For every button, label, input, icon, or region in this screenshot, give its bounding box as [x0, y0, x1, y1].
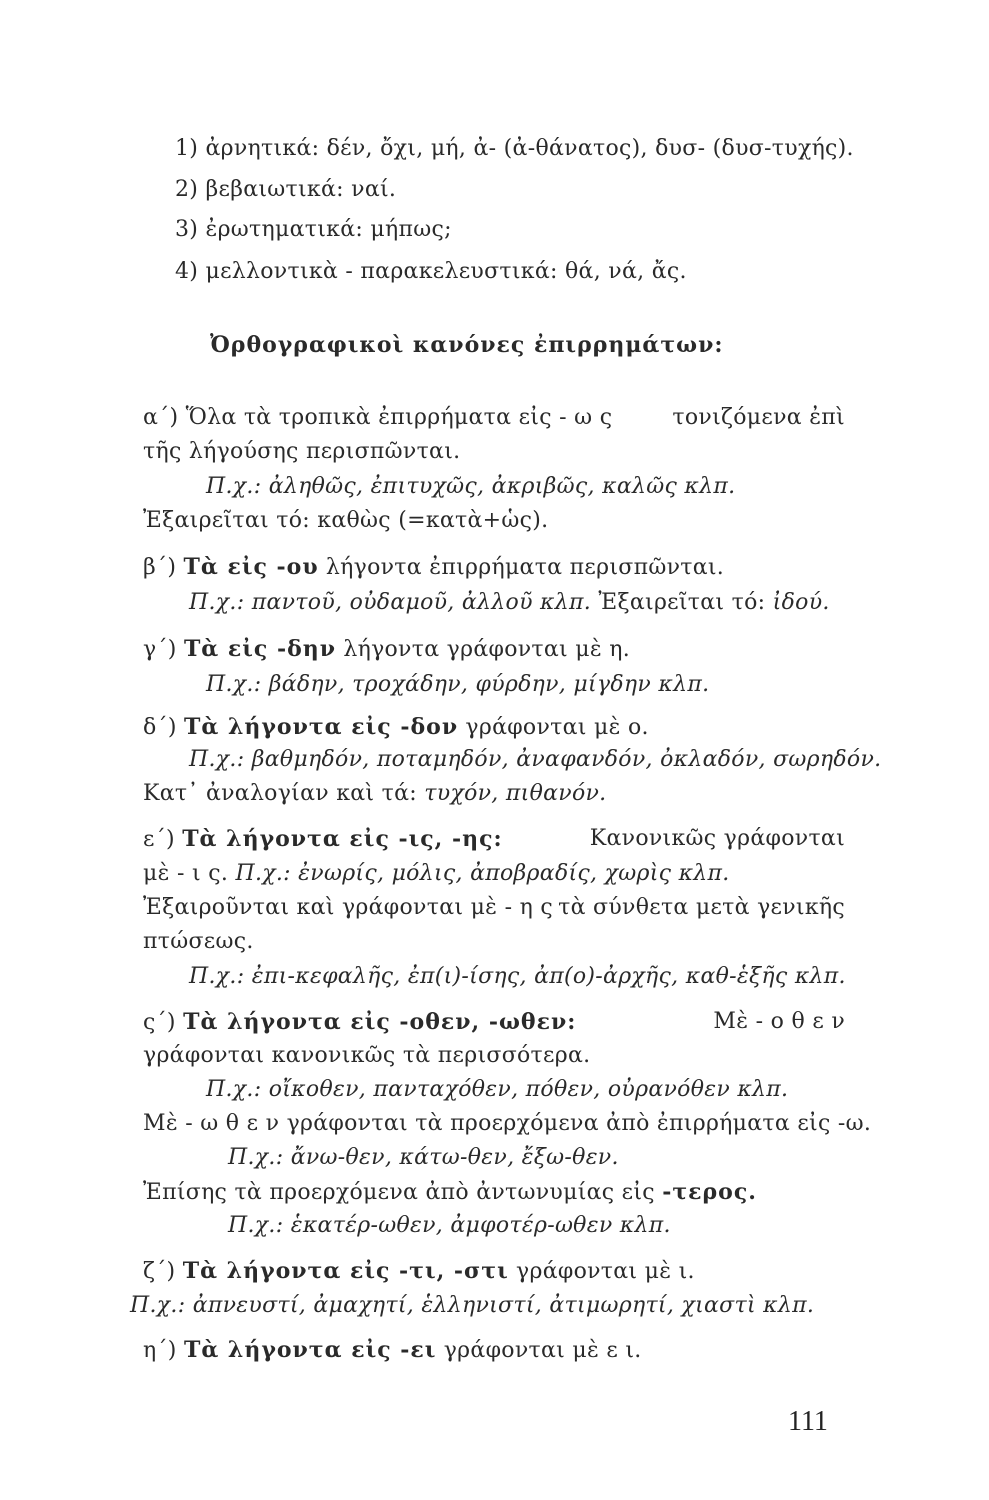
rule-f-line6: Ἐπίσης τὰ προερχόμενα ἀπὸ ἀντωνυμίας εἰς -τερος.	[143, 1179, 757, 1205]
rule-text: Μὲ - ο θ ε ν	[713, 1009, 845, 1034]
rule-lead: Τὰ εἰς -δην	[183, 636, 337, 662]
rule-marker: η΄)	[143, 1338, 177, 1363]
rule-lead: Τὰ λήγοντα εἰς -δον	[184, 714, 459, 740]
rule-e-line4: πτώσεως.	[143, 929, 254, 954]
rule-text: γράφονται μὲ ε ι.	[443, 1338, 642, 1363]
rule-b-line1	[143, 553, 724, 582]
rule-lead: Τὰ λήγοντα εἰς -ει	[183, 1337, 437, 1363]
rule-a-line1	[143, 404, 845, 432]
rule-g-examples: Π.χ.: ἀπνευστί, ἀμαχητί, ἑλληνιστί, ἀτιμωρητί, χιαστὶ κλπ.	[130, 1293, 815, 1318]
rule-text: Κανονικῶς γράφονται	[589, 826, 845, 851]
rule-b-exception: Ἐξαιρεῖται τό:	[598, 590, 766, 615]
rule-f-line2: γράφονται κανονικῶς τὰ περισσότερα.	[143, 1043, 591, 1068]
rule-a-examples: Π.χ.: ἀληθῶς, ἐπιτυχῶς, ἀκριβῶς, καλῶς κλπ.	[206, 474, 736, 499]
rule-f-examples-2: Π.χ.: ἄνω-θεν, κάτω-θεν, ἔξω-θεν.	[228, 1145, 619, 1170]
rule-lead: Τὰ εἰς -ου	[183, 554, 319, 580]
rule-b-exception-word: ἰδού.	[772, 590, 830, 615]
rule-f-line1	[143, 1008, 845, 1037]
section-heading: Ὀρθογραφικοὶ κανόνες ἐπιρρημάτων:	[210, 332, 724, 358]
list-item: 4) μελλοντικὰ - παρακελευστικά: θά, νά, ἄς.	[175, 259, 687, 284]
rule-a-exception: Ἐξαιρεῖται τό: καθὼς (=κατὰ+ὡς).	[143, 508, 549, 533]
rule-text: λήγοντα ἐπιρρήματα περισπῶνται.	[325, 555, 725, 580]
rule-d-examples: Π.χ.: βαθμηδόν, ποταμηδόν, ἀναφανδόν, ὀκλαδόν, σωρηδόν.	[189, 747, 882, 772]
rule-marker: β΄)	[143, 555, 177, 580]
rule-text: γράφονται μὲ ο.	[465, 715, 649, 740]
rule-marker: ς΄)	[143, 1010, 176, 1035]
rule-e-line2: μὲ - ι ς. Π.χ.: ἐνωρίς, μόλις, ἀποβραδίς, χωρὶς κλπ.	[143, 861, 730, 886]
rule-b-examples: Π.χ.: παντοῦ, οὐδαμοῦ, ἀλλοῦ κλπ.	[189, 590, 592, 615]
rule-marker: α΄)	[143, 405, 179, 430]
rule-f-examples-3: Π.χ.: ἑκατέρ-ωθεν, ἀμφοτέρ-ωθεν κλπ.	[228, 1213, 671, 1238]
rule-g-line1	[143, 1257, 695, 1286]
rule-marker: γ΄)	[143, 637, 177, 662]
rule-c-examples: Π.χ.: βάδην, τροχάδην, φύρδην, μίγδην κλπ.	[206, 672, 710, 697]
page-number: 111	[788, 1406, 828, 1437]
rule-f-line4: Μὲ - ω θ ε ν γράφονται τὰ προερχόμενα ἀπὸ ἐπιρρήματα εἰς -ω.	[143, 1111, 872, 1136]
rule-d-analogy: Κατ᾿ ἀναλογίαν καὶ τά: τυχόν, πιθανόν.	[143, 781, 607, 806]
list-item: 3) ἐρωτηματικά: μήπως;	[175, 217, 452, 242]
rule-d-line1	[143, 713, 649, 742]
rule-text: Ὅλα τὰ τροπικὰ ἐπιρρήματα εἰς - ω ς	[185, 405, 613, 430]
rule-a-line2: τῆς λήγούσης περισπῶνται.	[143, 439, 461, 464]
rule-e-examples: Π.χ.: ἐνωρίς, μόλις, ἀποβραδίς, χωρὶς κλπ.	[235, 861, 730, 886]
rule-e-line1	[143, 825, 845, 854]
list-item: 1) ἀρνητικά: δέν, ὄχι, μή, ἀ- (ἀ-θάνατος), δυσ- (δυσ-τυχής).	[175, 136, 854, 161]
rule-e-line3: Ἐξαιροῦνται καὶ γράφονται μὲ - η ς τὰ σύνθετα μετὰ γενικῆς	[143, 895, 845, 920]
rule-marker: ε΄)	[143, 827, 175, 852]
rule-text: γράφονται μὲ ι.	[516, 1259, 695, 1284]
rule-lead: Τὰ λήγοντα εἰς -τι, -στι	[182, 1258, 509, 1284]
rule-marker: ζ΄)	[143, 1259, 176, 1284]
rule-e-examples-2: Π.χ.: ἐπι-κεφαλῆς, ἐπ(ι)-ίσης, ἀπ(ο)-ἀρχῆς, καθ-ἑξῆς κλπ.	[189, 964, 846, 989]
rule-b-line2	[189, 589, 830, 617]
rule-marker: δ΄)	[143, 715, 177, 740]
rule-d-analogy-words: τυχόν, πιθανόν.	[424, 781, 607, 806]
list-item: 2) βεβαιωτικά: ναί.	[175, 177, 397, 202]
rule-lead: Τὰ λήγοντα εἰς -οθεν, -ωθεν:	[183, 1009, 577, 1035]
rule-f-examples-1: Π.χ.: οἴκοθεν, πανταχόθεν, πόθεν, οὐρανόθεν κλπ.	[206, 1077, 789, 1102]
rule-c-line1	[143, 635, 630, 664]
rule-f-bold-suffix: -τερος.	[662, 1179, 757, 1205]
rule-text: λήγοντα γράφονται μὲ η.	[343, 637, 631, 662]
rule-h-line1	[143, 1336, 642, 1365]
rule-text-end: τονιζόμενα ἐπὶ	[672, 405, 845, 430]
rule-lead: Τὰ λήγοντα εἰς -ις, -ης:	[182, 826, 503, 852]
